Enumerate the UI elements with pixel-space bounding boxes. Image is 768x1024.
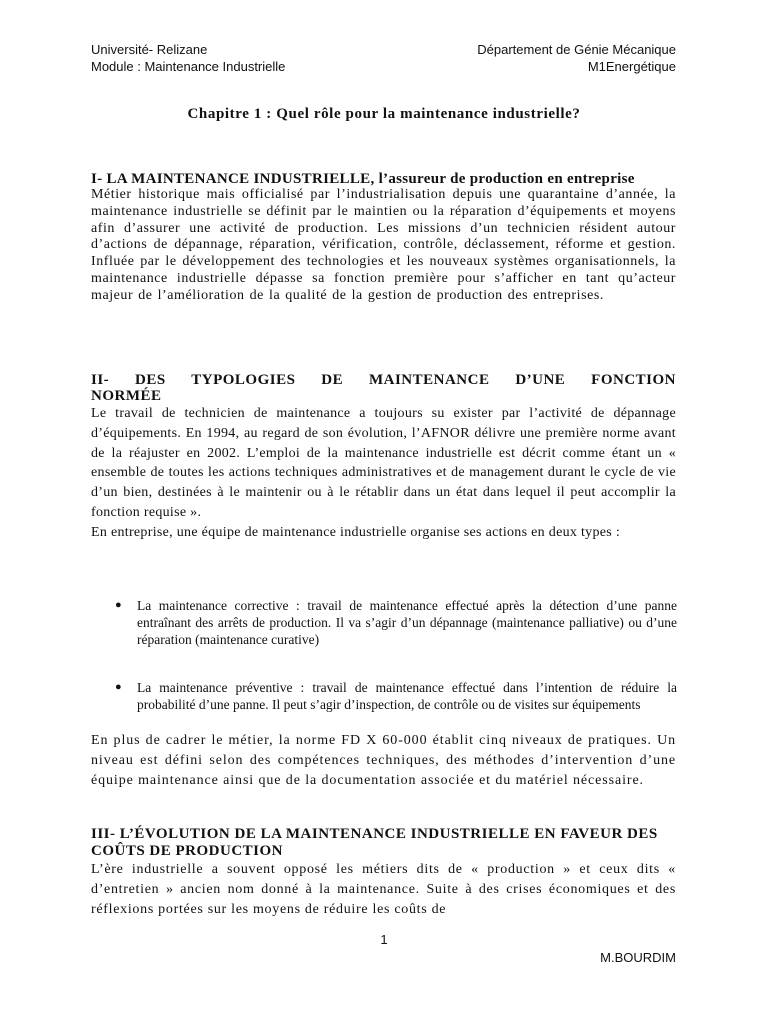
chapter-title: Chapitre 1 : Quel rôle pour la maintenance industrielle? (187, 106, 581, 122)
maintenance-types-list (112, 597, 677, 713)
section-2-paragraph-3: En plus de cadrer le métier, la norme FD X 60-000 établit cinq niveaux de pratiques. Un niveau est défini selon des compétences techniques, des méthodes d’intervention d’une équipe maintenance ainsi que de la documentation associée et du matériel nécessaire. (91, 733, 676, 788)
bullet-text: La maintenance corrective : travail de maintenance effectué après la détection d’une panne entraînant des arrêts de production. Il va s’agir d’un dépannage (maintenance palliative) ou d’une réparation (maintenance curative) (137, 598, 677, 647)
section-1-heading-rest: l’assureur de production en entreprise (374, 171, 635, 187)
section-2-paragraph-1: Le travail de technicien de maintenance a toujours su exister par l’activité de dépannage d’équipements. En 1994, au regard de son évolution, l’AFNOR délivre une première norme avant de la réajuster en 2002. L’emploi de la maintenance industrielle est décrit comme étant un « ensemble de toutes les actions techniques administratives et de management durant le cycle de vie d’un bien, destinées à le maintenir ou à le rétablir dans un état dans lequel il peut accomplir la fonction requise ». (91, 406, 676, 520)
author-name: M.BOURDIM (600, 950, 676, 965)
section-1 (91, 171, 676, 305)
class-name: M1Energétique (587, 59, 676, 74)
bullet-icon: ● (115, 599, 122, 611)
section-3-heading: III- L’ÉVOLUTION DE LA MAINTENANCE INDUSTRIELLE EN FAVEUR DES COÛTS DE PRODUCTION (91, 826, 658, 859)
bullet-text: La maintenance préventive : travail de maintenance effectué dans l’intention de réduire la probabilité d’une panne. Il peut s’agir d’inspection, de contrôle ou de visites sur équipements (137, 680, 677, 712)
list-item (112, 597, 677, 648)
department-name: Département de Génie Mécanique (477, 42, 676, 57)
module-name: Module : Maintenance Industrielle (91, 59, 286, 74)
section-2-paragraph-2: En entreprise, une équipe de maintenance industrielle organise ses actions en deux types : (91, 524, 621, 540)
section-1-paragraph: Métier historique mais officialisé par l’industrialisation depuis une quarantaine d’année, la maintenance industrielle se définit par le maintien ou la réparation d’équipements et moyens afin d’assurer une activité de production. Les missions d’un technicien résident autour d’actions de dépannage, réparation, vérification, contrôle, déclassement, réforme et gestion. Influée par le développement des technologies et les nouveaux systèmes organisationnels, la maintenance industrielle dépasse sa fonction première pour s’afficher en tant qu’acteur majeur de l’amélioration de la qualité de la gestion de production des entreprises. (91, 187, 676, 303)
header-right (477, 41, 676, 75)
section-1-heading-main: I- LA MAINTENANCE INDUSTRIELLE, (91, 171, 375, 187)
page-number: 1 (380, 932, 388, 947)
section-3-paragraph: L’ère industrielle a souvent opposé les métiers dits de « production » et ceux dits « d’entretien » ancien nom donné à la maintenance. Suite à des crises économiques et des réflexions portées sur les moyens de réduire les coûts de (91, 862, 676, 917)
section-1-heading (91, 171, 676, 187)
section-3 (91, 826, 676, 919)
header-left (91, 41, 285, 75)
bullet-icon: ● (115, 681, 122, 693)
section-2 (91, 372, 676, 543)
section-2-heading: II- DES TYPOLOGIES DE MAINTENANCE D’UNE FONCTION NORMÉE (91, 372, 676, 404)
list-item (112, 679, 677, 713)
section-2-closing (91, 731, 676, 790)
university-name: Université- Relizane (91, 42, 208, 57)
